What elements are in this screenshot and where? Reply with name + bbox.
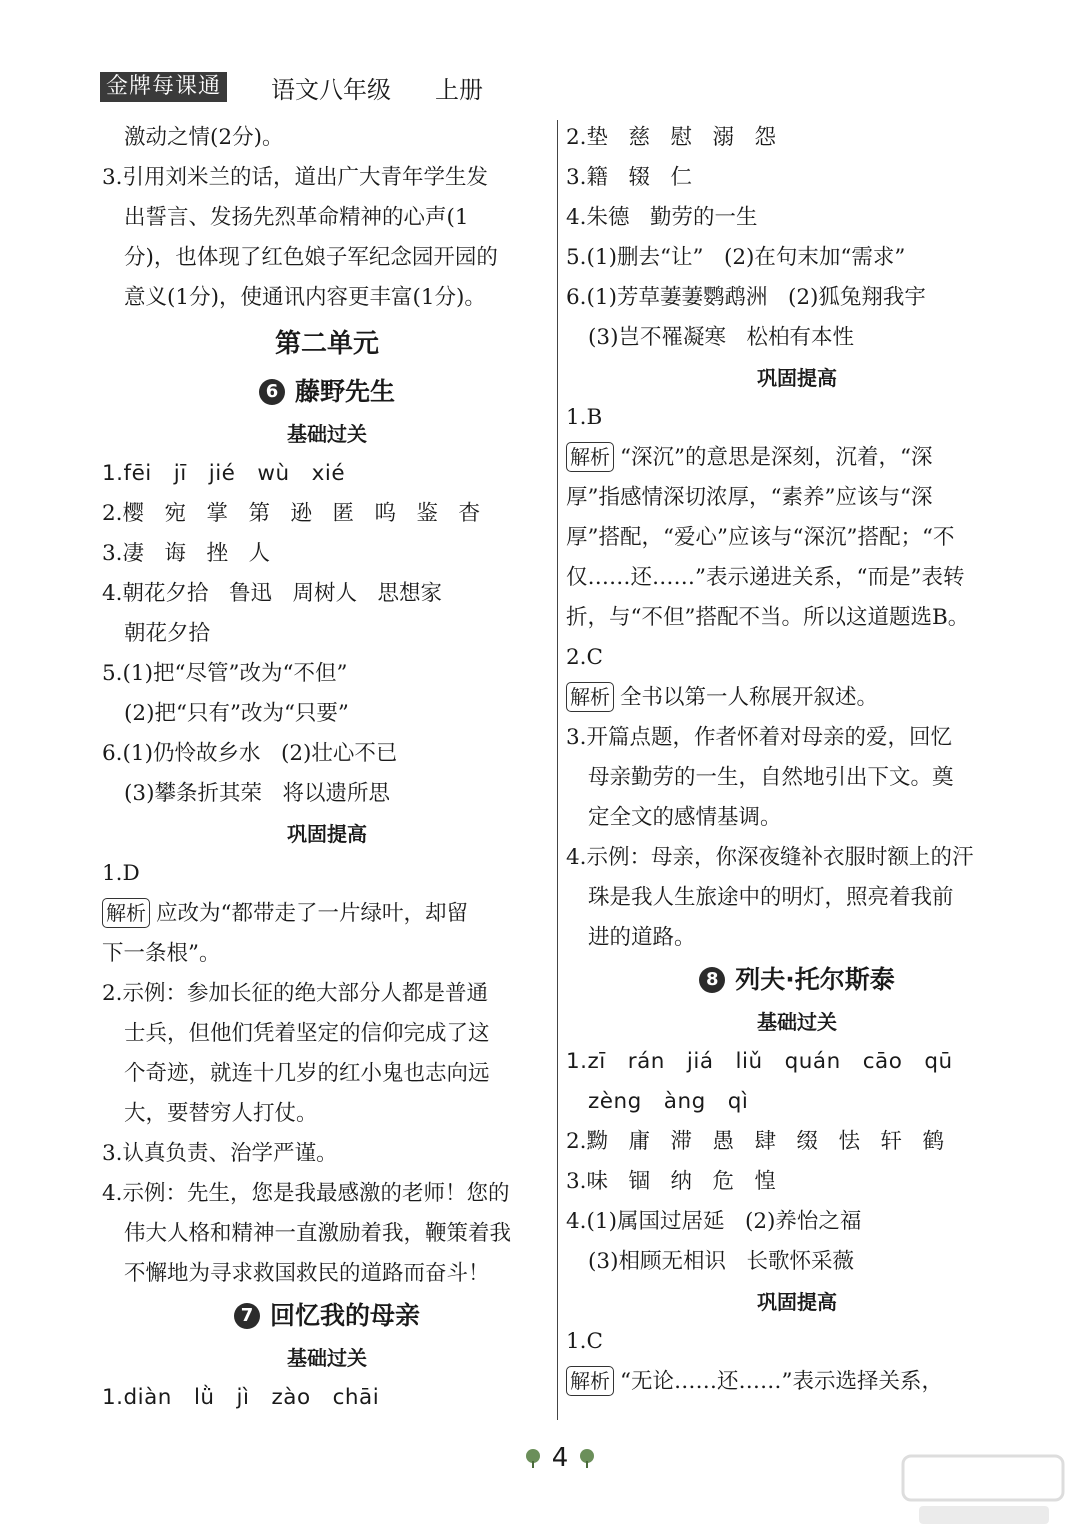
lesson-number-badge: 7 xyxy=(234,1303,260,1329)
text-line: 3.认真负责、治学严谨。 xyxy=(102,1141,338,1166)
text-line: 激动之情(2分)。 xyxy=(124,125,284,150)
analysis-line xyxy=(566,678,1028,718)
text-line: (3)岂不罹凝寒 松柏有本性 xyxy=(588,325,854,350)
analysis-line xyxy=(566,1362,1028,1402)
watermark-logo xyxy=(899,1450,1069,1530)
text-line: 厚”指感情深切浓厚，“素养”应该与“深 xyxy=(566,485,933,510)
flower-icon xyxy=(522,1447,544,1469)
answer-line: 1.D xyxy=(102,861,140,886)
lesson-title: 藤野先生 xyxy=(294,377,395,406)
unit-title: 第二单元 xyxy=(274,329,379,359)
text-line: 1.fēi jī jié wù xié xyxy=(102,461,346,486)
text-line: 个奇迹，就连十几岁的红小鬼也志向远 xyxy=(124,1061,490,1086)
text-line: 进的道路。 xyxy=(588,925,696,950)
analysis-text: 全书以第一人称展开叙述。 xyxy=(620,685,879,710)
text-line: 出誓言、发扬先烈革命精神的心声(1 xyxy=(124,205,469,230)
flower-icon xyxy=(576,1447,598,1469)
answer-line: 1.C xyxy=(566,1329,603,1354)
text-line: (3)相顾无相识 长歌怀采薇 xyxy=(588,1249,854,1274)
lesson-title: 回忆我的母亲 xyxy=(269,1301,420,1330)
analysis-line xyxy=(102,894,552,934)
page-header xyxy=(100,70,483,104)
section-heading: 巩固提高 xyxy=(287,822,367,846)
text-line: 6.(1)芳草萋萋鹦鹉洲 (2)狐兔翔我宇 xyxy=(566,285,926,310)
section-heading: 基础过关 xyxy=(757,1010,837,1034)
text-line: zèng àng qì xyxy=(588,1089,749,1114)
left-column xyxy=(102,118,552,1418)
text-line: 4.朱德 勤劳的一生 xyxy=(566,205,758,230)
text-line: 分)，也体现了红色娘子军纪念园开园的 xyxy=(124,245,498,270)
analysis-tag: 解析 xyxy=(566,682,614,712)
text-line: 士兵，但他们凭着坚定的信仰完成了这 xyxy=(124,1021,490,1046)
text-line: 意义(1分)，使通讯内容更丰富(1分)。 xyxy=(124,285,486,310)
right-column xyxy=(566,118,1028,1402)
analysis-tag: 解析 xyxy=(566,1366,614,1396)
text-line: 3.味 锢 纳 危 惶 xyxy=(566,1169,777,1194)
text-line: 3.籍 辍 仁 xyxy=(566,165,693,190)
lesson-heading xyxy=(102,1294,552,1338)
text-line: (3)攀条折其荣 将以遗所思 xyxy=(124,781,390,806)
text-line: 2.黝 庸 滞 愚 肆 缀 怯 轩 鹤 xyxy=(566,1129,945,1154)
analysis-text: “深沉”的意思是深刻，沉着，“深 xyxy=(620,445,933,470)
text-line: 定全文的感情基调。 xyxy=(588,805,782,830)
text-line: 2.垫 慈 慰 溺 怨 xyxy=(566,125,777,150)
lesson-number-badge: 6 xyxy=(259,379,285,405)
text-line: 下一条根”。 xyxy=(102,941,221,966)
text-line: 大，要替穷人打仗。 xyxy=(124,1101,318,1126)
text-line: 5.(1)把“尽管”改为“不但” xyxy=(102,661,348,686)
text-line: 4.朝花夕拾 鲁迅 周树人 思想家 xyxy=(102,581,443,606)
analysis-text: “无论……还……”表示选择关系， xyxy=(620,1369,943,1394)
page-number: 4 xyxy=(551,1443,569,1473)
answer-line: 2.C xyxy=(566,645,603,670)
analysis-tag: 解析 xyxy=(102,898,150,928)
page-footer xyxy=(500,1438,620,1478)
text-line: 4.(1)属国过居延 (2)养怡之福 xyxy=(566,1209,862,1234)
section-heading: 巩固提高 xyxy=(757,366,837,390)
text-line: 3.凄 诲 挫 人 xyxy=(102,541,271,566)
text-line: 1.zī rán jiá liǔ quán cāo qū xyxy=(566,1049,953,1074)
text-line: 2.示例：参加长征的绝大部分人都是普通 xyxy=(102,981,489,1006)
text-line: 3.引用刘米兰的话，道出广大青年学生发 xyxy=(102,165,489,190)
lesson-number-badge: 8 xyxy=(699,967,725,993)
text-line: 2.樱 宛 掌 第 逊 匿 呜 鉴 杳 xyxy=(102,501,481,526)
text-line: 折，与“不但”搭配不当。所以这道题选B。 xyxy=(566,605,970,630)
text-line: (2)把“只有”改为“只要” xyxy=(124,701,349,726)
analysis-line xyxy=(566,438,1028,478)
text-line: 母亲勤劳的一生，自然地引出下文。奠 xyxy=(588,765,954,790)
text-line: 伟大人格和精神一直激励着我，鞭策着我 xyxy=(124,1221,512,1246)
lesson-heading xyxy=(102,370,552,414)
text-line: 厚”搭配，“爱心”应该与“深沉”搭配；“不 xyxy=(566,525,955,550)
lesson-title: 列夫·托尔斯泰 xyxy=(735,965,895,994)
text-line: 仅……还……”表示递进关系，“而是”表转 xyxy=(566,565,965,590)
section-heading: 基础过关 xyxy=(287,422,367,446)
section-heading: 巩固提高 xyxy=(757,1290,837,1314)
analysis-tag: 解析 xyxy=(566,442,614,472)
brand-logo: 金牌每课通 xyxy=(100,72,227,102)
text-line: 1.diàn lǜ jì zào chāi xyxy=(102,1385,380,1410)
analysis-text: 应改为“都带走了一片绿叶，却留 xyxy=(156,901,468,926)
section-heading: 基础过关 xyxy=(287,1346,367,1370)
text-line: 珠是我人生旅途中的明灯，照亮着我前 xyxy=(588,885,954,910)
book-title: 语文八年级 xyxy=(271,75,392,104)
text-line: 4.示例：先生，您是我最感激的老师！您的 xyxy=(102,1181,510,1206)
text-line: 4.示例：母亲，你深夜缝补衣服时额上的汗 xyxy=(566,845,974,870)
text-line: 3.开篇点题，作者怀着对母亲的爱，回忆 xyxy=(566,725,953,750)
answer-line: 1.B xyxy=(566,405,603,430)
text-line: 6.(1)仍怜故乡水 (2)壮心不已 xyxy=(102,741,398,766)
column-divider xyxy=(557,120,558,1420)
text-line: 5.(1)删去“让” (2)在句末加“需求” xyxy=(566,245,906,270)
text-line: 朝花夕拾 xyxy=(124,621,211,646)
book-volume: 上册 xyxy=(435,75,484,104)
lesson-heading xyxy=(566,958,1028,1002)
text-line: 不懈地为寻求救国救民的道路而奋斗！ xyxy=(124,1261,490,1286)
